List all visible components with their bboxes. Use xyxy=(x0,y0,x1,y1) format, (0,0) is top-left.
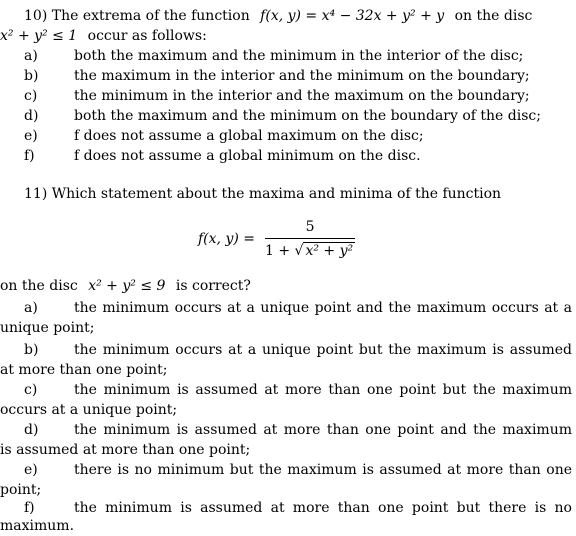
q10-intro-tail: on the disc xyxy=(454,8,533,24)
option-text: both the maximum and the minimum on the boundary of the disc; xyxy=(74,108,541,124)
option-label: b) xyxy=(24,342,39,358)
option-text: the minimum is assumed at more than one point and the maximum xyxy=(74,422,572,438)
option-text: f does not assume a global minimum on the disc. xyxy=(74,148,421,164)
option-label: c) xyxy=(24,382,38,398)
option-label: d) xyxy=(24,422,39,438)
q10-option-c xyxy=(24,86,530,106)
option-text: the maximum in the interior and the minimum on the boundary; xyxy=(74,68,530,84)
option-text: both the maximum and the minimum in the interior of the disc; xyxy=(74,48,524,64)
option-label: a) xyxy=(24,300,38,316)
formula-lhs: f(x, y) = xyxy=(198,231,255,247)
q11-option-e xyxy=(24,460,572,480)
q11-intro: 11) Which statement about the maxima and minima of the function xyxy=(24,186,502,202)
radicand: x² + y² xyxy=(305,242,354,259)
sqrt-symbol: √ xyxy=(294,242,304,259)
formula-fraction xyxy=(265,218,355,261)
q10-option-a xyxy=(24,46,523,66)
q10-constraint: x² + y² ≤ 1 xyxy=(0,28,78,44)
option-text: f does not assume a global maximum on the disc; xyxy=(74,128,424,144)
option-text: there is no minimum but the maximum is assumed at more than one xyxy=(74,462,572,478)
q10-option-b xyxy=(24,66,530,86)
q11-option-a xyxy=(24,298,572,318)
option-label: f) xyxy=(24,500,35,516)
option-label: b) xyxy=(24,68,39,84)
formula-denominator xyxy=(265,239,355,261)
q11-disc-constraint: x² + y² ≤ 9 xyxy=(88,278,166,294)
option-text: the minimum is assumed at more than one point but the maximum xyxy=(74,382,572,398)
q10-constraint-tail: occur as follows: xyxy=(87,28,207,44)
q11-option-b-cont: at more than one point; xyxy=(0,362,168,378)
option-text: the minimum occurs at a unique point but the maximum is assumed xyxy=(74,342,572,358)
option-text: the minimum occurs at a unique point and the maximum occurs at a xyxy=(74,300,572,316)
q10-function: f(x, y) = x⁴ − 32x + y² + y xyxy=(260,8,445,24)
q11-disc-line xyxy=(0,276,251,296)
q11-option-b xyxy=(24,340,572,360)
q11-formula xyxy=(198,214,355,264)
option-text: the minimum in the interior and the maximum on the boundary; xyxy=(74,88,530,104)
q11-option-e-cont: point; xyxy=(0,482,42,498)
q10-header xyxy=(24,6,532,26)
q10-option-e xyxy=(24,126,424,146)
option-label: e) xyxy=(24,128,38,144)
option-label: e) xyxy=(24,462,38,478)
q11-option-f-cont: maximum. xyxy=(0,518,75,534)
formula-numerator: 5 xyxy=(305,218,315,235)
q11-option-a-cont: unique point; xyxy=(0,320,95,336)
option-text: the minimum is assumed at more than one point but there is no xyxy=(74,500,572,516)
q11-disc-prefix: on the disc xyxy=(0,278,78,294)
option-label: c) xyxy=(24,88,38,104)
q11-option-c-cont: occurs at a unique point; xyxy=(0,402,178,418)
q11-option-d-cont: is assumed at more than one point; xyxy=(0,442,251,458)
denominator-prefix: 1 + xyxy=(265,242,291,259)
q11-disc-tail: is correct? xyxy=(175,278,251,294)
q10-option-f xyxy=(24,146,421,166)
q11-option-c xyxy=(24,380,572,400)
q10-intro: 10) The extrema of the function xyxy=(24,8,250,24)
q10-constraint-line xyxy=(0,26,207,46)
q11-option-d xyxy=(24,420,572,440)
option-label: f) xyxy=(24,148,35,164)
option-label: d) xyxy=(24,108,39,124)
q11-option-f xyxy=(24,498,572,518)
q10-option-d xyxy=(24,106,541,126)
option-label: a) xyxy=(24,48,38,64)
